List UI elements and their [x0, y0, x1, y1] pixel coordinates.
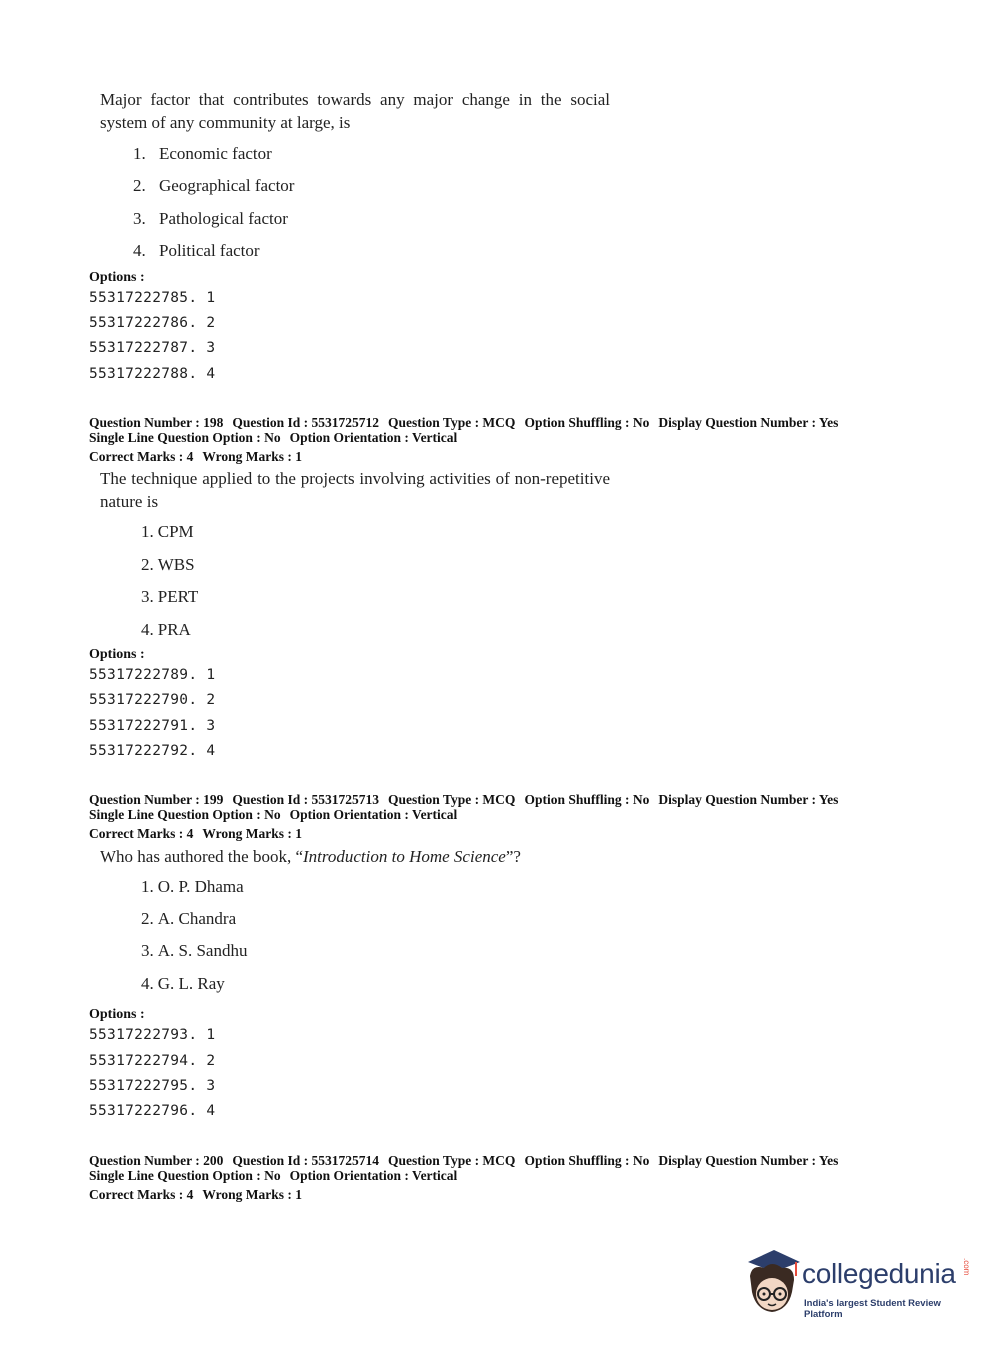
- question-198-choice-2: 2. WBS: [141, 555, 195, 574]
- question-199-option-id-2: 55317222794. 2: [89, 1053, 216, 1069]
- mascot-icon: [742, 1248, 802, 1318]
- question-198-option-id-2: 55317222790. 2: [89, 692, 216, 708]
- question-198-choice-1: 1. CPM: [141, 522, 194, 541]
- question-197-options-label: Options :: [89, 270, 145, 285]
- question-200-meta: Question Number : 200 Question Id : 5531725714 Question Type : MCQ Option Shuffling : No Display Question Number : Yes Single Line Question Option : No Option Orientation : Vertical Correct Marks : 4 Wrong Marks : 1: [89, 1153, 839, 1202]
- question-198-option-id-3: 55317222791. 3: [89, 718, 216, 734]
- question-197-option-id-3: 55317222787. 3: [89, 340, 216, 356]
- question-198-choice-3: 3. PERT: [141, 587, 199, 606]
- question-198-text: The technique applied to the projects involving activities of non-repetitive nature is: [100, 469, 610, 511]
- question-198-options-label: Options :: [89, 647, 145, 662]
- question-199-choice-1: 1. O. P. Dhama: [141, 877, 244, 896]
- question-199-choice-4: 4. G. L. Ray: [141, 974, 225, 993]
- question-199-text: Who has authored the book, “Introduction to Home Science”?: [100, 847, 521, 866]
- question-199-meta: Question Number : 199 Question Id : 5531725713 Question Type : MCQ Option Shuffling : No Display Question Number : Yes Single Line Question Option : No Option Orientation : Vertical Correct Marks : 4 Wrong Marks : 1: [89, 792, 839, 841]
- question-198-meta: Question Number : 198 Question Id : 5531725712 Question Type : MCQ Option Shuffling : No Display Question Number : Yes Single Line Question Option : No Option Orientation : Vertical Correct Marks : 4 Wrong Marks : 1: [89, 415, 839, 464]
- question-197-option-id-4: 55317222788. 4: [89, 366, 216, 382]
- logo-wordmark: collegedunia: [802, 1258, 956, 1289]
- collegedunia-logo: [742, 1248, 972, 1323]
- question-198-option-id-1: 55317222789. 1: [89, 667, 216, 683]
- logo-tagline: India's largest Student Review Platform: [804, 1298, 941, 1320]
- question-199-option-id-1: 55317222793. 1: [89, 1027, 216, 1043]
- question-197-choice-3: 3. Pathological factor: [133, 209, 288, 228]
- question-197-option-id-2: 55317222786. 2: [89, 315, 216, 331]
- question-197-choice-2: 2. Geographical factor: [133, 176, 295, 195]
- question-199-options-label: Options :: [89, 1007, 145, 1022]
- question-199-choice-3: 3. A. S. Sandhu: [141, 941, 248, 960]
- question-199-option-id-4: 55317222796. 4: [89, 1103, 216, 1119]
- question-198-choice-4: 4. PRA: [141, 620, 191, 639]
- question-197-choice-1: 1. Economic factor: [133, 144, 272, 163]
- question-197-option-id-1: 55317222785. 1: [89, 290, 216, 306]
- question-199-option-id-3: 55317222795. 3: [89, 1078, 216, 1094]
- question-197-text: Major factor that contributes towards any major change in the social system of any community at large, is: [100, 90, 610, 132]
- question-198-option-id-4: 55317222792. 4: [89, 743, 216, 759]
- question-199-choice-2: 2. A. Chandra: [141, 909, 237, 928]
- question-197-choice-4: 4. Political factor: [133, 241, 260, 260]
- logo-com-suffix: .com: [962, 1258, 971, 1276]
- book-title: Introduction to Home Science: [303, 847, 506, 866]
